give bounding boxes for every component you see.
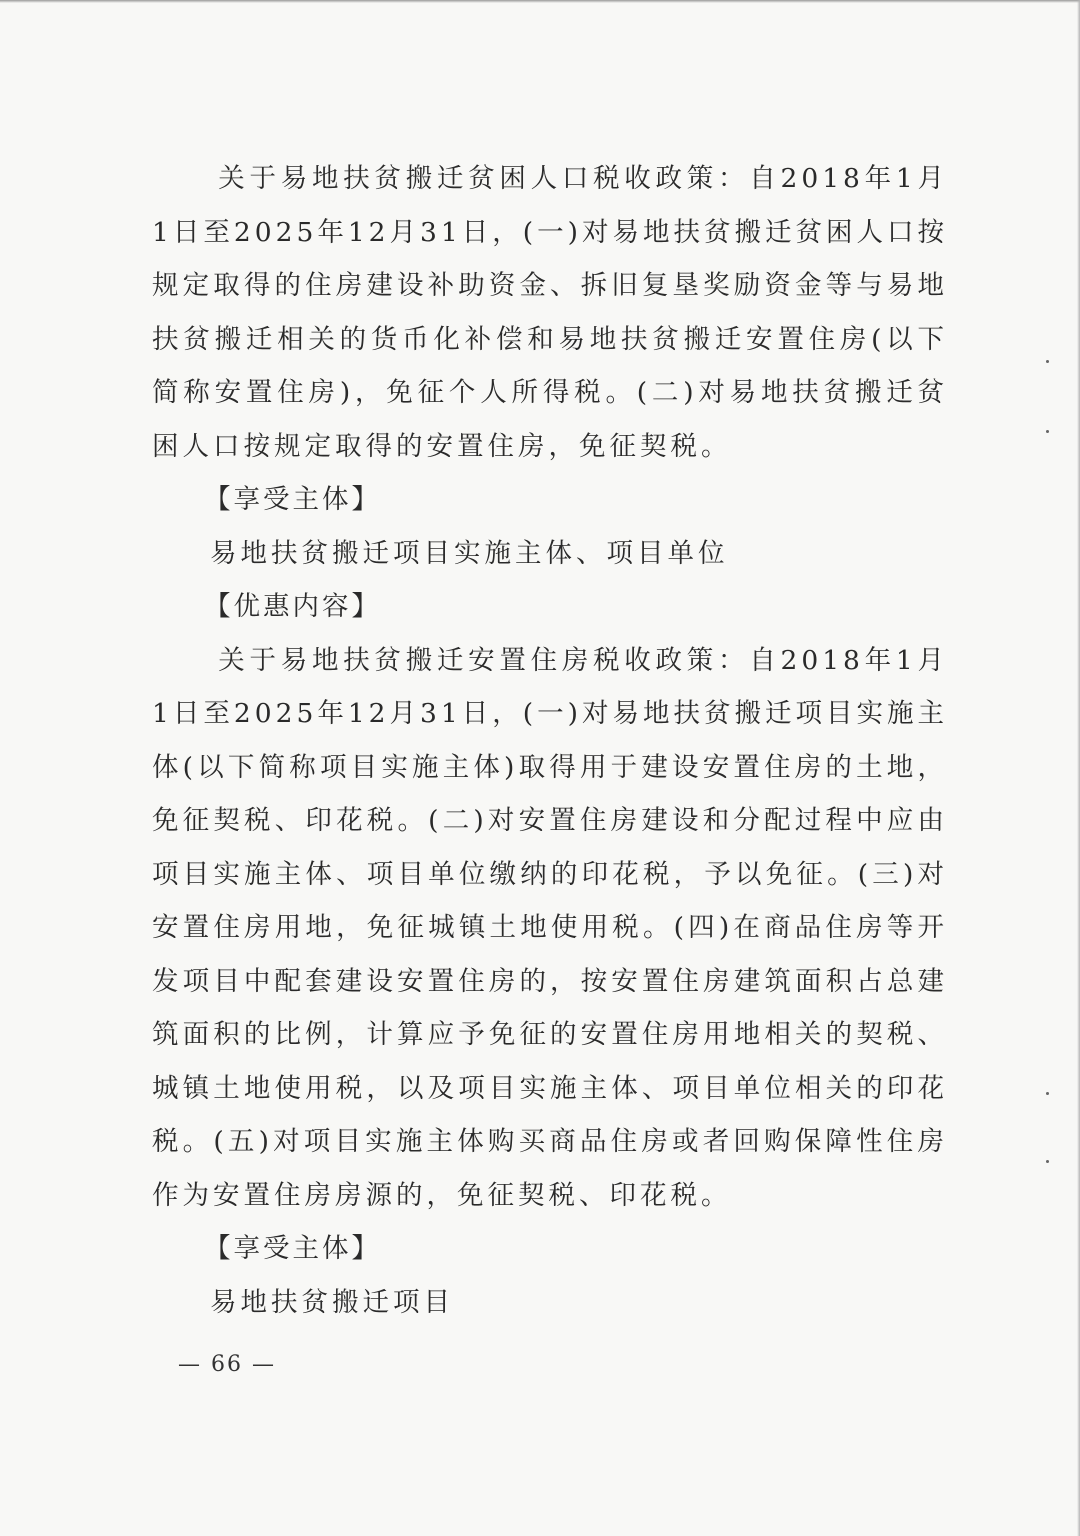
scan-edge-top bbox=[0, 0, 1080, 3]
scan-speck bbox=[1046, 1160, 1049, 1163]
beneficiary-text-2: 易地扶贫搬迁项目 bbox=[210, 1286, 454, 1318]
scan-speck bbox=[1046, 430, 1049, 433]
policy-paragraph-resettlement-housing: 关于易地扶贫搬迁安置住房税收政策：自2018年1月1日至2025年12月31日，(一)对易地扶贫搬迁项目实施主体(以下简称项目实施主体)取得用于建设安置住房的土地，免征契税、印花税。(二)对安置住房建设和分配过程中应由项目实施主体、项目单位缴纳的印花税，予以免征。(三)对安置住房用地，免征城镇土地使用税。(四)在商品住房等开发项目中配套建设安置住房的，按安置住房建筑面积占总建筑面积的比例，计算应予免征的安置住房用地相关的契税、城镇土地使用税，以及项目实施主体、项目单位相关的印花税。(五)对项目实施主体购买商品住房或者回购保障性住房作为安置住房房源的，免征契税、印花税。 bbox=[152, 644, 948, 1211]
section-heading-beneficiary: 【享受主体】 bbox=[204, 484, 381, 515]
scan-speck bbox=[1046, 1092, 1049, 1095]
beneficiary-text: 易地扶贫搬迁项目实施主体、项目单位 bbox=[210, 537, 729, 569]
scan-speck bbox=[1046, 360, 1049, 363]
page-number: — 66 — bbox=[178, 1352, 276, 1377]
section-heading-beneficiary-2: 【享受主体】 bbox=[204, 1233, 381, 1264]
policy-paragraph-relocated-population: 关于易地扶贫搬迁贫困人口税收政策：自2018年1月1日至2025年12月31日，(一)对易地扶贫搬迁贫困人口按规定取得的住房建设补助资金、拆旧复垦奖励资金等与易地扶贫搬迁相关的货币化补偿和易地扶贫搬迁安置住房(以下简称安置住房)，免征个人所得税。(二)对易地扶贫搬迁贫困人口按规定取得的安置住房，免征契税。 bbox=[152, 163, 948, 462]
section-heading-benefit-content: 【优惠内容】 bbox=[204, 591, 381, 622]
body-text bbox=[152, 152, 948, 1329]
